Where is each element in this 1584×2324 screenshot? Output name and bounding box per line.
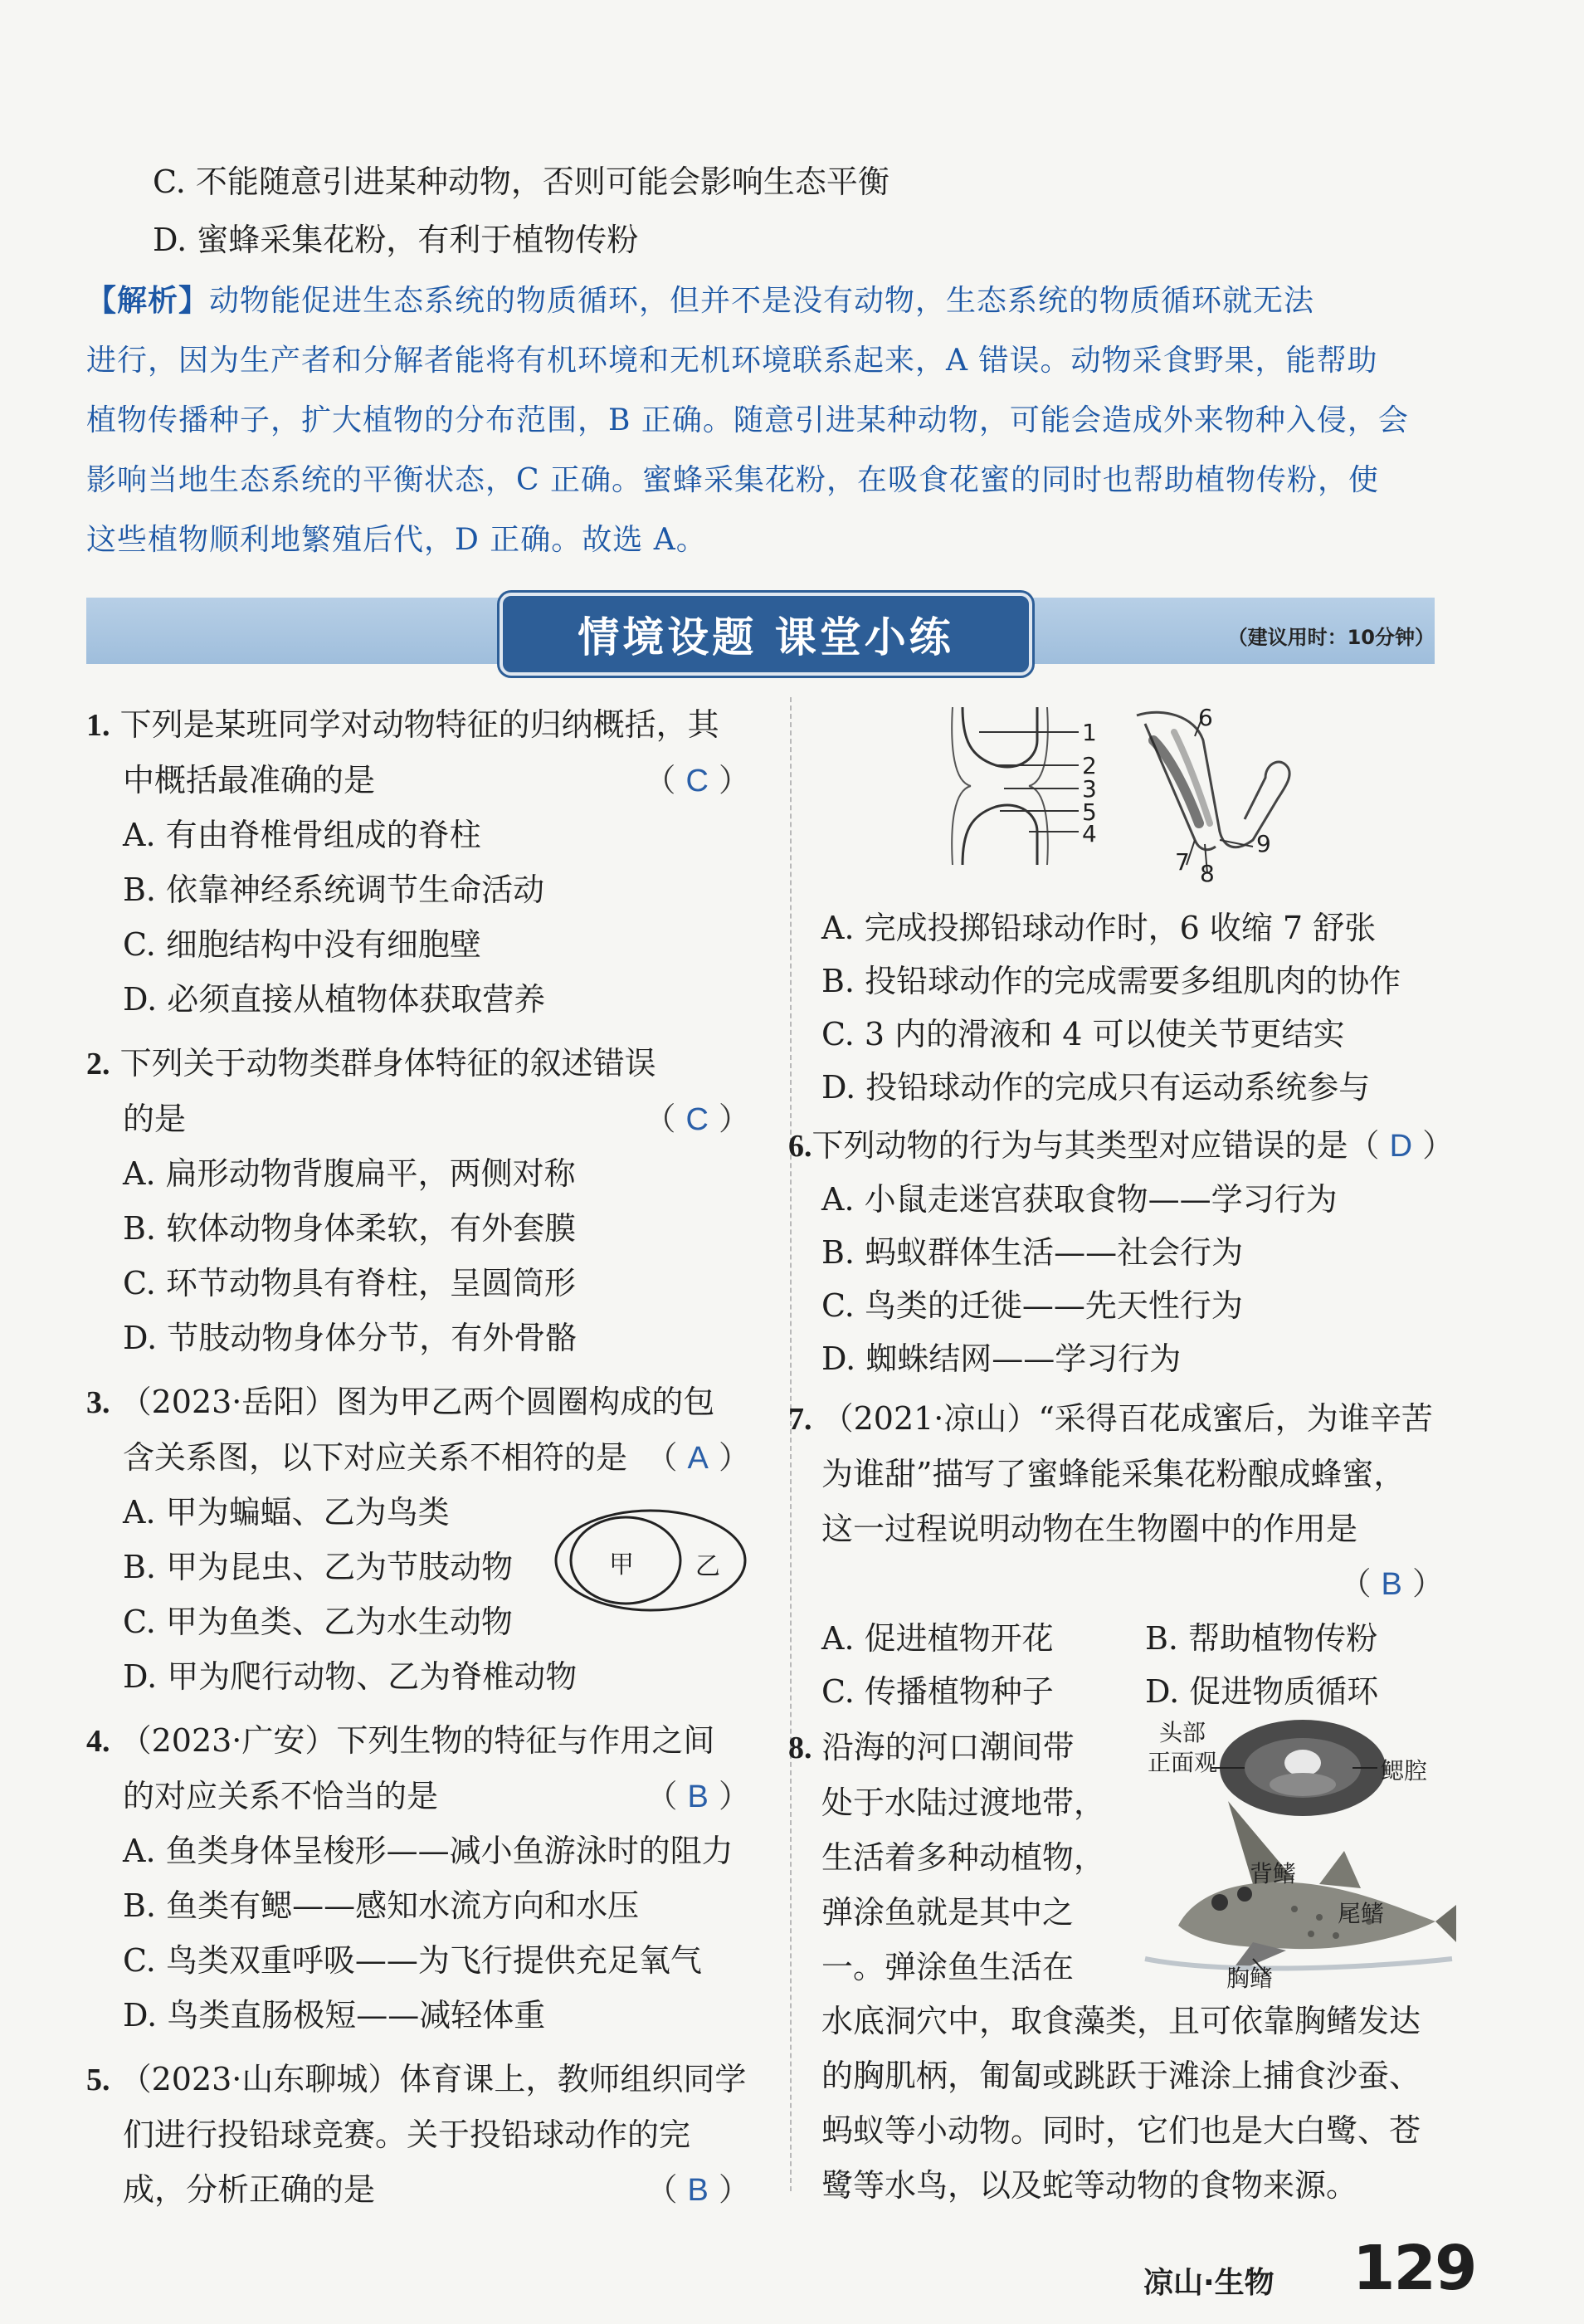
question-7: 7. （2021·凉山）“采得百花成蜜后，为谁辛苦 为谁甜”描写了蜜蜂能采集花粉酿成蜂蜜， 这一过程说明动物在生物圈中的作用是 （ B ） A. 促进植物开花 B. 帮助植物传粉 C. 传播植物种子 D. 促进物质循环 (788, 1391, 1452, 1718)
question-5: 5. （2023·山东聊城）体育课上，教师组织同学 们进行投铅球竞赛。关于投铅球动作的完 成，分析正确的是 （ B ） (86, 2052, 750, 2217)
diagram-label-outer: 乙 (695, 1552, 720, 1581)
q1-option-d: D. 必须直接从植物体获取营养 (123, 981, 546, 1018)
question-1-stem: 下列是某班同学对动物特征的归纳概括，其 (119, 706, 719, 743)
q4-option-b: B. 鱼类有鳃——感知水流方向和水压 (123, 1887, 640, 1924)
q6-option-a: A. 小鼠走迷宫获取食物——学习行为 (821, 1181, 1338, 1218)
arm-label-6: 6 (1198, 704, 1213, 731)
fish-label-pectoral: 胸鳍 (1226, 1965, 1274, 1992)
q5-option-d: D. 投铅球动作的完成只有运动系统参与 (821, 1069, 1371, 1106)
q6-option-c: C. 鸟类的迁徙——先天性行为 (821, 1287, 1243, 1324)
q1-option-b: B. 依靠神经系统调节生命活动 (123, 872, 545, 908)
q3-option-d: D. 甲为爬行动物、乙为脊椎动物 (123, 1658, 578, 1695)
fish-label-head: 头部 正面观 (1147, 1719, 1217, 1776)
q3-option-b: B. 甲为昆虫、乙为节肢动物 (123, 1549, 514, 1585)
q7-option-b: B. 帮助植物传粉 (1145, 1620, 1378, 1657)
arm-label-8: 8 (1200, 860, 1215, 887)
explanation-tag: 【解析】 (86, 283, 210, 318)
q3-option-c: C. 甲为鱼类、乙为水生动物 (123, 1604, 513, 1640)
question-6: 6.下列动物的行为与其类型对应错误的是（ D ） A. 小鼠走迷宫获取食物——学习行为 B. 蚂蚁群体生活——社会行为 C. 鸟类的迁徙——先天性行为 D. 蜘蛛结网——学习行为 (788, 1119, 1452, 1385)
q7-option-d: D. 促进物质循环 (1145, 1673, 1379, 1710)
q5-option-b: B. 投铅球动作的完成需要多组肌肉的协作 (821, 963, 1401, 999)
explanation-line-3: 植物传播种子，扩大植物的分布范围，B 正确。随意引进某种动物，可能会造成外来物种入侵，会 (86, 403, 1409, 437)
question-3: 3. （2023·岳阳）图为甲乙两个圆圈构成的包 含关系图，以下对应关系不相符的是 （ A ） A. 甲为蝙蝠、乙为鸟类 B. 甲为昆虫、乙为节肢动物 C. 甲为鱼类、乙为水生动物 D. 甲为爬行动物、乙为脊椎动物 (86, 1374, 750, 1704)
q7-option-c: C. 传播植物种子 (821, 1673, 1054, 1710)
q6-option-b: B. 蚂蚁群体生活——社会行为 (821, 1234, 1244, 1271)
question-1: 1. 下列是某班同学对动物特征的归纳概括，其 中概括最准确的是 （ C ） A. 有由脊椎骨组成的脊柱 B. 依靠神经系统调节生命活动 C. 细胞结构中没有细胞壁 D. 必须直接从植物体获取营养 (86, 697, 750, 1027)
diagram-label-inner: 甲 (609, 1550, 634, 1579)
explanation-line-5: 这些植物顺利地繁殖后代，D 正确。故选 A。 (86, 523, 707, 557)
answer-slot-5: （ B ） (646, 2171, 750, 2208)
explanation-block (86, 271, 1409, 570)
inclusion-diagram (551, 1506, 750, 1618)
question-8-continued: 水底洞穴中，取食藻类，且可依靠胸鳍发达 的胸肌柄，匍匐或跳跃于滩涂上捕食沙蚕、 蚂蚁等小动物。同时，它们也是大白鹭、苍 鹭等水鸟，以及蛇等动物的食物来源。 (821, 2003, 1421, 2204)
answer-slot-3: （ A ） (646, 1439, 750, 1476)
q6-option-d: D. 蜘蛛结网——学习行为 (821, 1340, 1182, 1377)
question-4: 4. （2023·广安）下列生物的特征与作用之间 的对应关系不恰当的是 （ B ） A. 鱼类身体呈梭形——减小鱼游泳时的阻力 B. 鱼类有鳃——感知水流方向和水压 C. 鸟类双重呼吸——为飞行提供充足氧气 D. 鸟类直肠极短——减轻体重 (86, 1713, 750, 2043)
q1-option-a: A. 有由脊椎骨组成的脊柱 (123, 817, 481, 853)
q5-option-c: C. 3 内的滑液和 4 可以使关节更结实 (821, 1016, 1345, 1052)
q7-option-a: A. 促进植物开花 (821, 1620, 1054, 1657)
joint-label-2: 2 (1082, 752, 1097, 779)
answer-slot-7: （ B ） (1339, 1565, 1444, 1602)
section-title: 情境设题 课堂小练 (578, 613, 954, 662)
question-5-options (821, 901, 1452, 1114)
explanation-line-2: 进行，因为生产者和分解者能将有机环境和无机环境联系起来，A 错误。动物采食野果，能帮助 (86, 344, 1378, 378)
arm-label-9: 9 (1256, 830, 1271, 857)
section-banner (500, 593, 1032, 676)
page-number: 129 (1352, 2233, 1476, 2304)
fish-label-tail: 尾鳍 (1338, 1900, 1385, 1927)
q2-option-b: B. 软体动物身体柔软，有外套膜 (123, 1210, 577, 1247)
arm-label-7: 7 (1175, 848, 1190, 876)
q3-option-a: A. 甲为蝙蝠、乙为鸟类 (123, 1494, 450, 1531)
answer-slot-1: （ C ） (644, 762, 750, 798)
answer-slot-2: （ C ） (644, 1101, 750, 1137)
explanation-line-1: 【解析】动物能促进生态系统的物质循环，但并不是没有动物，生态系统的物质循环就无法 (86, 283, 1315, 318)
q2-option-d: D. 节肢动物身体分节，有外骨骼 (123, 1320, 578, 1356)
question-2: 2. 下列关于动物类群身体特征的叙述错误 的是 （ C ） A. 扁形动物背腹扁平，两侧对称 B. 软体动物身体柔软，有外套膜 C. 环节动物具有脊柱，呈圆筒形 D. 节肢动物身体分节，有外骨骼 (86, 1036, 750, 1365)
option-c-top: C. 不能随意引进某种动物，否则可能会影响生态平衡 (153, 164, 889, 200)
option-d-top: D. 蜜蜂采集花粉，有利于植物传粉 (153, 222, 639, 258)
subject-label: 凉山·生物 (1143, 2266, 1275, 2300)
q1-option-c: C. 细胞结构中没有细胞壁 (123, 926, 481, 963)
fish-label-dorsal: 背鳍 (1250, 1860, 1297, 1887)
joint-label-5: 5 (1082, 798, 1097, 826)
question-8: 8. 沿海的河口潮间带 处于水陆过渡地带， 生活着多种动植物， 弹涂鱼就是其中之 一。弹涂鱼生活在 (788, 1729, 1106, 1985)
joint-label-3: 3 (1082, 775, 1097, 803)
q2-option-a: A. 扁形动物背腹扁平，两侧对称 (123, 1155, 576, 1192)
q4-option-a: A. 鱼类身体呈梭形——减小鱼游泳时的阻力 (123, 1833, 734, 1869)
q2-option-c: C. 环节动物具有脊柱，呈圆筒形 (123, 1265, 576, 1301)
q5-option-a: A. 完成投掷铅球动作时，6 收缩 7 舒张 (821, 910, 1377, 946)
joint-arm-figure (946, 707, 1294, 881)
fish-label-gill: 鳃腔 (1381, 1757, 1428, 1784)
answer-slot-4: （ B ） (646, 1778, 750, 1814)
suggested-time: （建议用时：10分钟） (1227, 626, 1435, 649)
answer-slot-6: （ D ） (1348, 1127, 1455, 1164)
explanation-line-4: 影响当地生态系统的平衡状态，C 正确。蜜蜂采集花粉，在吸食花蜜的同时也帮助植物传粉，使 (86, 463, 1379, 497)
q4-option-c: C. 鸟类双重呼吸——为飞行提供充足氧气 (123, 1942, 702, 1979)
q4-option-d: D. 鸟类直肠极短——减轻体重 (123, 1997, 546, 2034)
joint-label-4: 4 (1082, 820, 1097, 847)
joint-label-1: 1 (1082, 719, 1097, 746)
